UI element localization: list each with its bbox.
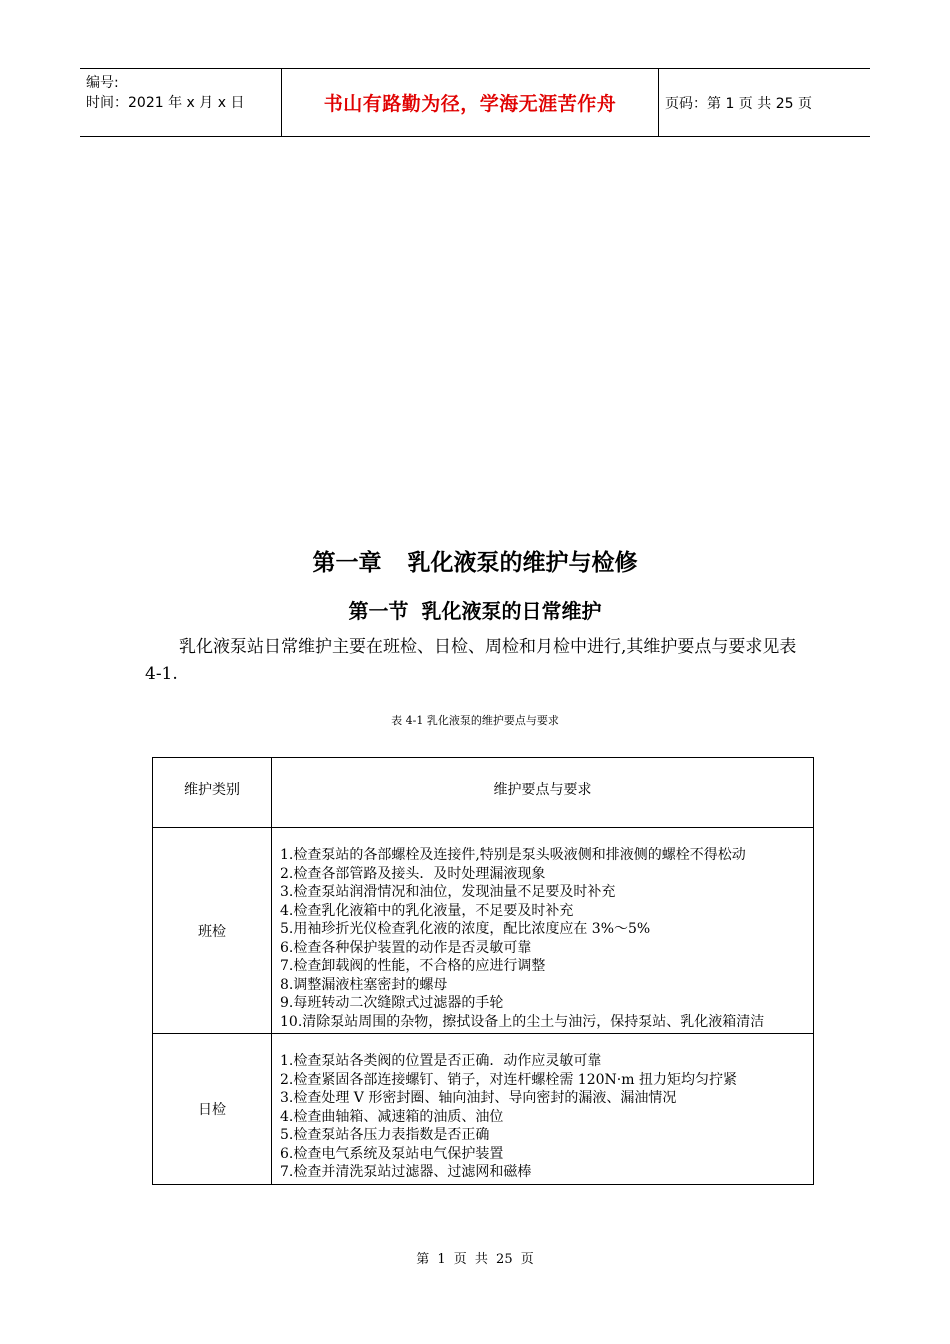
list-item: 5.用袖珍折光仪检查乳化液的浓度，配比浓度应在 3%～5% [280,921,651,937]
list-item: 3.检查泵站润滑情况和油位，发现油量不足要及时补充 [280,884,616,900]
header-category: 维护类别 [153,758,272,828]
list-item: 9.每班转动二次缝隙式过滤器的手轮 [280,995,504,1011]
list-item: 8.调整漏液柱塞密封的螺母 [280,976,448,993]
list-item: 7.检查并清洗泵站过滤器、过滤网和磁棒 [280,1164,532,1180]
table-row [153,1034,814,1185]
time-label: 时间：2021 年 x 月 x 日 [86,95,245,111]
row-category: 日检 [153,1034,272,1185]
list-item: 3.检查处理 V 形密封圈、轴向油封、导向密封的漏液、漏油情况 [280,1090,677,1106]
list-item: 6.检查电气系统及泵站电气保护装置 [280,1145,504,1162]
table-header-row [153,758,814,828]
header-meta [80,69,282,136]
list-item: 1.检查泵站的各部螺栓及连接件,特别是泵头吸液侧和排液侧的螺栓不得松动 [280,847,746,863]
list-item: 6.检查各种保护装置的动作是否灵敏可靠 [280,939,532,956]
row-category: 班检 [153,828,272,1034]
intro-paragraph: 乳化液泵站日常维护主要在班检、日检、周检和月检中进行,其维护要点与要求见表 4-1. [145,637,797,684]
header-page-info: 页码：第 1 页 共 25 页 [665,95,812,112]
list-item: 4.检查曲轴箱、减速箱的油质、油位 [280,1108,504,1125]
list-item: 2.检查紧固各部连接螺钉、销子，对连杆螺栓需 120N·m 扭力矩均匀拧紧 [280,1071,737,1088]
header-requirements: 维护要点与要求 [272,758,814,828]
table-row [153,828,814,1034]
list-item: 7.检查卸载阀的性能，不合格的应进行调整 [280,958,546,974]
list-item: 1.检查泵站各类阀的位置是否正确．动作应灵敏可靠 [280,1053,602,1069]
list-item: 4.检查乳化液箱中的乳化液量，不足要及时补充 [280,902,574,919]
row-items [272,1034,814,1185]
row-items [272,828,814,1034]
header-motto: 书山有路勤为径，学海无涯苦作舟 [282,69,659,136]
maintenance-table [152,757,814,1185]
section-title: 第一节 乳化液泵的日常维护 [348,599,602,623]
table-caption: 表 4-1 乳化液泵的维护要点与要求 [391,714,559,727]
page-header [80,68,870,137]
list-item: 5.检查泵站各压力表指数是否正确 [280,1127,490,1143]
list-item: 10.清除泵站周围的杂物，擦拭设备上的尘土与油污，保持泵站、乳化液箱清洁 [280,1013,765,1030]
list-item: 2.检查各部管路及接头．及时处理漏液现象 [280,865,546,882]
serial-label: 编号: [86,75,119,91]
chapter-title: 第一章 乳化液泵的维护与检修 [312,550,638,576]
page-footer: 第 1 页 共 25 页 [416,1252,534,1267]
